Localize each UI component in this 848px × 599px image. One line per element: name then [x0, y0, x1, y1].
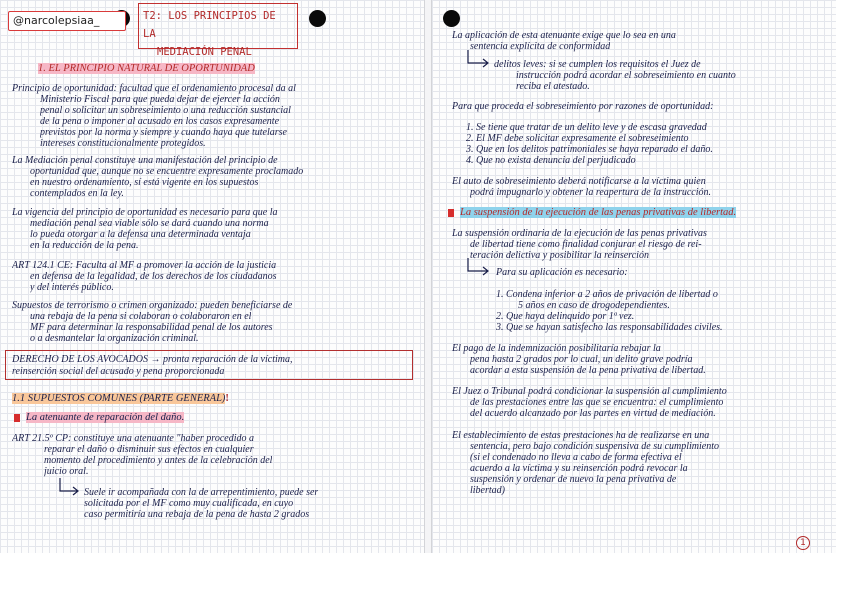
paragraph-mediacion-2: oportunidad que, aunque no se encuentre expresamente proclamado: [30, 166, 304, 177]
paragraph-suspension-3: teración delictiva y posibilitar la reinserción: [470, 250, 649, 261]
subheading-atenuante: La atenuante de reparación del daño.: [26, 412, 185, 423]
paragraph-oportunidad-4: de la pena o imponer al acusado en los casos expresamente: [40, 116, 280, 127]
paragraph-vigencia-4: en la reducción de la pena.: [30, 240, 139, 251]
paragraph-vigencia-3: lo pueda otorgar a la defensa una determinada ventaja: [30, 229, 251, 240]
paragraph-juez-1: El Juez o Tribunal podrá condicionar la suspensión al cumplimiento: [452, 386, 727, 397]
punch-hole: [309, 10, 326, 27]
red-bullet-marker: [14, 414, 20, 422]
paragraph-mediacion-1: La Mediación penal constituye una manifestación del principio de: [12, 155, 278, 166]
paragraph-juez-2: de las prestaciones entre las que se encuentra: el cumplimiento: [470, 397, 724, 408]
title-line-2: MEDIACIÓN PENAL: [157, 46, 252, 58]
paragraph-mediacion-3: en nuestro ordenamiento, sí está vigente en los supuestos: [30, 177, 259, 188]
paragraph-pago-1: El pago de la indemnización posibilitaría rebajar la: [452, 343, 661, 354]
paragraph-vigencia-1: La vigencia del principio de oportunidad es necesario para que la: [12, 207, 278, 218]
arrow-icon: [466, 258, 492, 276]
paragraph-establecimiento-4: acuerdo a la víctima y su reinserción podrá revocar la: [470, 463, 688, 474]
requisito-2: 2. El MF debe solicitar expresamente el sobreseimiento: [466, 133, 689, 144]
condicion-3: 3. Que se hayan satisfecho las responsabilidades civiles.: [496, 322, 723, 333]
paragraph-establecimiento-1: El establecimiento de estas prestaciones ha de realizarse en una: [452, 430, 710, 441]
page-number: 1: [796, 536, 810, 550]
delitos-leves-3: reciba el atestado.: [516, 81, 590, 92]
paragraph-suspension-2: de libertad tiene como finalidad conjurar el riesgo de rei-: [470, 239, 702, 250]
paragraph-mediacion-4: contemplados en la ley.: [30, 188, 124, 199]
paragraph-arrepentimiento-3: caso permitiría una rebaja de la pena de hasta 2 grados: [84, 509, 310, 520]
paragraph-pago-3: acordar a esta suspensión de la pena privativa de libertad.: [470, 365, 706, 376]
page-title-box: [138, 3, 298, 58]
paragraph-oportunidad-1: Principio de oportunidad: facultad que el ordenamiento procesal da al: [12, 83, 296, 94]
requisito-3: 3. Que en los delitos patrimoniales se haya reparado el daño.: [466, 144, 713, 155]
paragraph-art124-3: y del interés público.: [30, 282, 114, 293]
paragraph-establecimiento-3: (si el condenado no lleva a cabo de forma efectiva el: [470, 452, 682, 463]
paragraph-oportunidad-3: penal o solicitar un sobreseimiento o una reducción sustancial: [40, 105, 291, 116]
paragraph-art21-4: juicio oral.: [44, 466, 89, 477]
paragraph-aplicacion-2: sentencia explícita de conformidad: [470, 41, 611, 52]
paragraph-auto-1: El auto de sobreseimiento deberá notificarse a la víctima quien: [452, 176, 706, 187]
notebook-spine: [424, 0, 432, 553]
paragraph-art124-1: ART 124.1 CE: Faculta al MF a promover la acción de la justicia: [12, 260, 277, 271]
delitos-leves-1: delitos leves: si se cumplen los requisitos el Juez de: [494, 59, 701, 70]
punch-hole: [443, 10, 460, 27]
paragraph-establecimiento-5: suspensión y ordenar de nuevo la pena privativa de: [470, 474, 677, 485]
condicion-2: 2. Que haya delinquido por 1ª vez.: [496, 311, 635, 322]
paragraph-terrorismo-2: una rebaja de la pena si colaboran o colaboraron en el: [30, 311, 252, 322]
paragraph-sobreseimiento: Para que proceda el sobreseimiento por razones de oportunidad:: [452, 101, 714, 112]
paragraph-terrorismo-3: MF para determinar la responsabilidad penal de los autores: [30, 322, 273, 333]
section-heading-1: 1. EL PRINCIPIO NATURAL DE OPORTUNIDAD: [38, 63, 255, 74]
paragraph-oportunidad-5: previstos por la norma y siempre y cuando haya que tutelarse: [40, 127, 287, 138]
paragraph-aplicacion-1: La aplicación de esta atenuante exige que lo sea en una: [452, 30, 676, 41]
paragraph-art21-1: ART 21.5º CP: constituye una atenuante "haber procedido a: [12, 433, 254, 444]
paragraph-oportunidad-6: intereses constitucionalmente protegidos.: [40, 138, 206, 149]
condicion-1b: 5 años en caso de drogodependientes.: [518, 300, 670, 311]
box-line-1: DERECHO DE LOS AVOCADOS → pronta reparación de la víctima,: [12, 354, 293, 365]
paragraph-establecimiento-6: libertad): [470, 485, 505, 496]
background-area: [0, 553, 848, 599]
paragraph-art21-3: momento del procedimiento y antes de la celebración del: [44, 455, 273, 466]
paragraph-necesario: Para su aplicación es necesario:: [496, 267, 628, 278]
requisito-1: 1. Se tiene que tratar de un delito leve y de escasa gravedad: [466, 122, 707, 133]
paragraph-art124-2: en defensa de la legalidad, de los derechos de los ciudadanos: [30, 271, 277, 282]
section-heading-2: 1.1 SUPUESTOS COMUNES (PARTE GENERAL)!: [12, 393, 229, 404]
watermark-handle: @narcolepsiaa_: [8, 11, 126, 31]
paragraph-establecimiento-2: sentencia, pero bajo condición suspensiva de su cumplimiento: [470, 441, 720, 452]
paragraph-terrorismo-4: o a desmantelar la organización criminal.: [30, 333, 199, 344]
paragraph-suspension-1: La suspensión ordinaria de la ejecución de las penas privativas: [452, 228, 707, 239]
red-bullet-marker: [448, 209, 454, 217]
paragraph-arrepentimiento-1: Suele ir acompañada con la de arrepentimiento, puede ser: [84, 487, 319, 498]
paragraph-terrorismo-1: Supuestos de terrorismo o crimen organizado: pueden beneficiarse de: [12, 300, 293, 311]
title-line-1: T2: LOS PRINCIPIOS DE LA: [143, 10, 276, 40]
paragraph-auto-2: podrá impugnarlo y obtener la reapertura de la instrucción.: [470, 187, 711, 198]
arrow-icon: [58, 478, 82, 496]
condicion-1: 1. Condena inferior a 2 años de privación de libertad o: [496, 289, 718, 300]
arrow-icon: [466, 50, 492, 68]
paragraph-vigencia-2: mediación penal sea viable sólo se dará cuando una norma: [30, 218, 269, 229]
paragraph-art21-2: reparar el daño o disminuir sus efectos en cualquier: [44, 444, 254, 455]
paragraph-arrepentimiento-2: solicitada por el MF como muy cualificada, en cuyo: [84, 498, 294, 509]
section-heading-suspension: La suspensión de la ejecución de las penas privativas de libertad.: [460, 207, 737, 218]
paragraph-pago-2: pena hasta 2 grados por lo cual, un delito grave podría: [470, 354, 693, 365]
requisito-4: 4. Que no exista denuncia del perjudicado: [466, 155, 636, 166]
box-line-2: reinserción social del acusado y pena proporcionada: [12, 366, 225, 377]
delitos-leves-2: instrucción podrá acordar el sobreseimiento en cuanto: [516, 70, 736, 81]
paragraph-oportunidad-2: Ministerio Fiscal para que pueda dejar de ejercer la acción: [40, 94, 280, 105]
paragraph-juez-3: del acuerdo alcanzado por las partes en virtud de mediación.: [470, 408, 716, 419]
